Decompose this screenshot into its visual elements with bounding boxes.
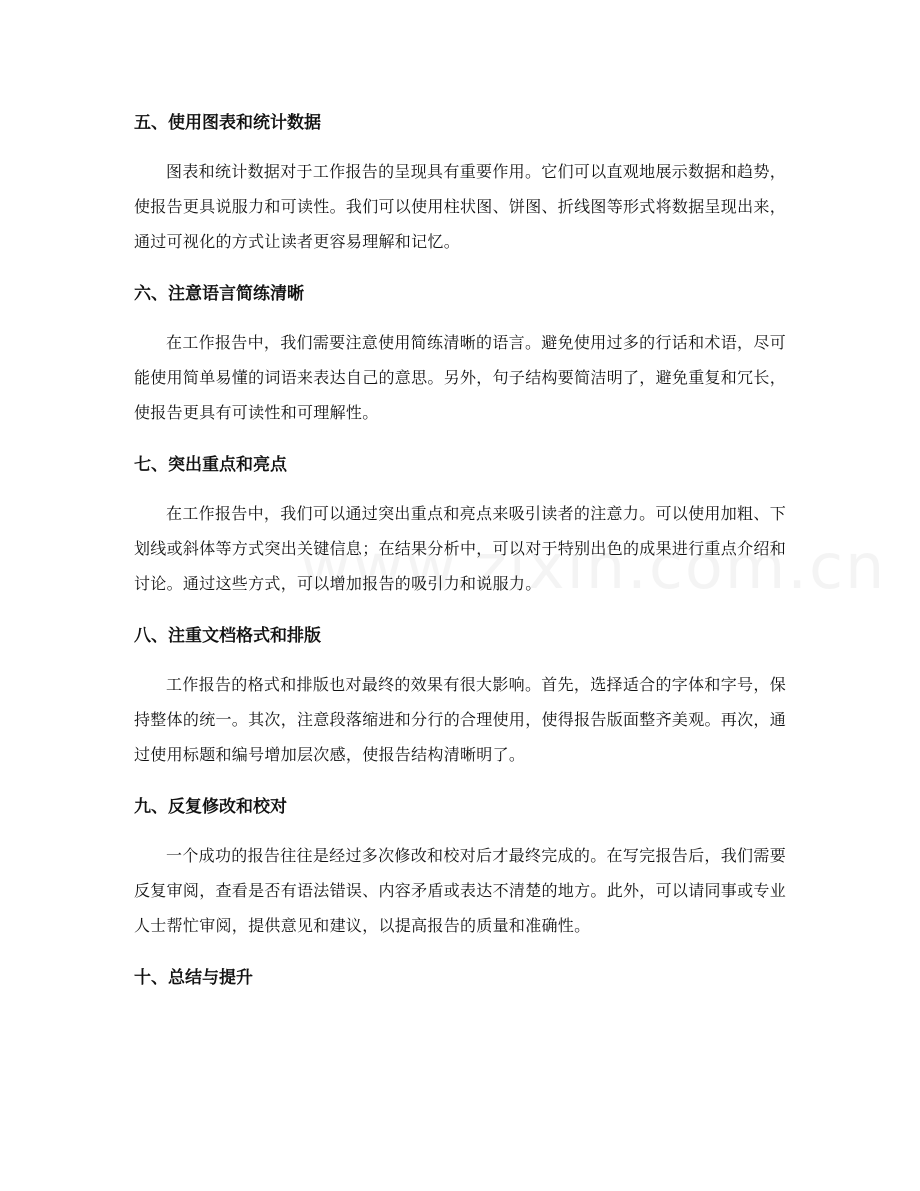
section-10 bbox=[134, 963, 786, 993]
section-heading: 十、总结与提升 bbox=[134, 968, 253, 988]
section-paragraph: 图表和统计数据对于工作报告的呈现具有重要作用。它们可以直观地展示数据和趋势，使报告更具说服力和可读性。我们可以使用柱状图、饼图、折线图等形式将数据呈现出来，通过可视化的方式让读者更容易理解和记忆。 bbox=[134, 162, 787, 251]
section-paragraph: 在工作报告中，我们需要注意使用简练清晰的语言。避免使用过多的行话和术语，尽可能使用简单易懂的词语来表达自己的意思。另外，句子结构要简洁明了，避免重复和冗长，使报告更具有可读性和可理解性。 bbox=[134, 333, 787, 422]
section-paragraph: 在工作报告中，我们可以通过突出重点和亮点来吸引读者的注意力。可以使用加粗、下划线或斜体等方式突出关键信息；在结果分析中，可以对于特别出色的成果进行重点介绍和讨论。通过这些方式，可以增加报告的吸引力和说服力。 bbox=[134, 504, 787, 593]
section-heading: 五、使用图表和统计数据 bbox=[134, 113, 321, 133]
section-5 bbox=[134, 108, 786, 259]
document-page bbox=[134, 108, 786, 993]
section-6 bbox=[134, 279, 786, 430]
section-paragraph: 一个成功的报告往往是经过多次修改和校对后才最终完成的。在写完报告后，我们需要反复审阅，查看是否有语法错误、内容矛盾或表达不清楚的地方。此外，可以请同事或专业人士帮忙审阅，提供意见和建议，以提高报告的质量和准确性。 bbox=[134, 846, 787, 935]
section-heading: 九、反复修改和校对 bbox=[134, 797, 287, 817]
section-heading: 六、注意语言简练清晰 bbox=[134, 284, 304, 304]
section-7 bbox=[134, 450, 786, 601]
section-heading: 七、突出重点和亮点 bbox=[134, 455, 287, 475]
section-9 bbox=[134, 792, 786, 943]
section-paragraph: 工作报告的格式和排版也对最终的效果有很大影响。首先，选择适合的字体和字号，保持整体的统一。其次，注意段落缩进和分行的合理使用，使得报告版面整齐美观。再次，通过使用标题和编号增加层次感，使报告结构清晰明了。 bbox=[134, 675, 787, 764]
section-8 bbox=[134, 621, 786, 772]
section-heading: 八、注重文档格式和排版 bbox=[134, 626, 321, 646]
